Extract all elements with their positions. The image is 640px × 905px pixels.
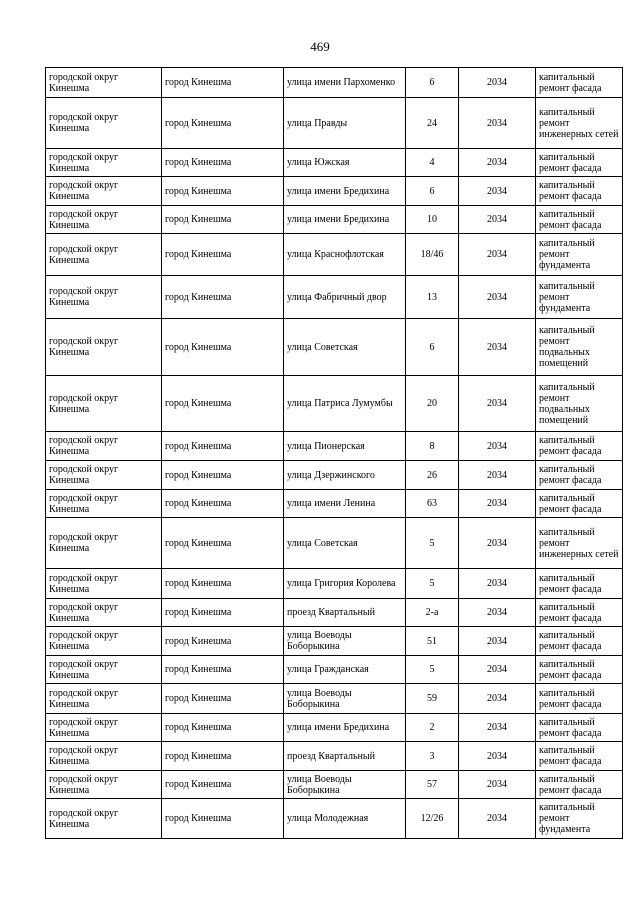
cell-municipality: городской округ Кинешма [46,461,162,490]
cell-street: улица имени Бредихина [284,206,406,234]
cell-year: 2034 [459,276,536,319]
cell-settlement: город Кинешма [162,98,284,149]
cell-settlement: город Кинешма [162,771,284,799]
cell-street: улица Советская [284,319,406,376]
table-row [46,149,623,177]
cell-work-type: капитальный ремонт фасада [536,206,623,234]
table-row [46,432,623,461]
cell-settlement: город Кинешма [162,569,284,599]
cell-street: улица имени Ленина [284,490,406,518]
cell-house: 13 [406,276,459,319]
cell-year: 2034 [459,599,536,627]
cell-street: улица Молодежная [284,799,406,839]
cell-work-type: капитальный ремонт фасада [536,68,623,98]
cell-street: улица Воеводы Боборыкина [284,684,406,714]
cell-year: 2034 [459,742,536,771]
cell-house: 18/46 [406,234,459,276]
cell-year: 2034 [459,490,536,518]
cell-municipality: городской округ Кинешма [46,432,162,461]
cell-settlement: город Кинешма [162,376,284,432]
cell-municipality: городской округ Кинешма [46,714,162,742]
cell-year: 2034 [459,656,536,684]
cell-street: улица Дзержинского [284,461,406,490]
cell-house: 5 [406,656,459,684]
housing-repair-table [45,67,623,839]
cell-work-type: капитальный ремонт инженерных сетей [536,98,623,149]
cell-house: 24 [406,98,459,149]
cell-municipality: городской округ Кинешма [46,799,162,839]
cell-settlement: город Кинешма [162,177,284,206]
cell-street: улица имени Бредихина [284,177,406,206]
cell-settlement: город Кинешма [162,319,284,376]
cell-municipality: городской округ Кинешма [46,599,162,627]
cell-settlement: город Кинешма [162,599,284,627]
page-number: 469 [310,39,330,54]
table-row [46,461,623,490]
cell-municipality: городской округ Кинешма [46,771,162,799]
table-row [46,656,623,684]
cell-house: 63 [406,490,459,518]
cell-municipality: городской округ Кинешма [46,206,162,234]
cell-work-type: капитальный ремонт фасада [536,149,623,177]
cell-year: 2034 [459,461,536,490]
cell-work-type: капитальный ремонт фасада [536,627,623,656]
cell-year: 2034 [459,177,536,206]
cell-house: 26 [406,461,459,490]
cell-work-type: капитальный ремонт инженерных сетей [536,518,623,569]
cell-municipality: городской округ Кинешма [46,177,162,206]
cell-settlement: город Кинешма [162,684,284,714]
cell-year: 2034 [459,518,536,569]
cell-settlement: город Кинешма [162,518,284,569]
table-row [46,518,623,569]
table-row [46,684,623,714]
cell-street: проезд Квартальный [284,742,406,771]
cell-municipality: городской округ Кинешма [46,234,162,276]
cell-municipality: городской округ Кинешма [46,276,162,319]
table-row [46,599,623,627]
cell-street: улица Краснофлотская [284,234,406,276]
cell-street: улица Южская [284,149,406,177]
cell-work-type: капитальный ремонт подвальных помещений [536,319,623,376]
cell-municipality: городской округ Кинешма [46,68,162,98]
cell-street: улица имени Бредихина [284,714,406,742]
cell-house: 12/26 [406,799,459,839]
cell-street: улица Григория Королева [284,569,406,599]
cell-settlement: город Кинешма [162,742,284,771]
cell-settlement: город Кинешма [162,799,284,839]
table-row [46,490,623,518]
cell-house: 10 [406,206,459,234]
cell-work-type: капитальный ремонт фасада [536,656,623,684]
cell-settlement: город Кинешма [162,234,284,276]
cell-house: 6 [406,319,459,376]
cell-house: 6 [406,177,459,206]
table-row [46,627,623,656]
cell-year: 2034 [459,627,536,656]
cell-municipality: городской округ Кинешма [46,518,162,569]
cell-house: 4 [406,149,459,177]
cell-work-type: капитальный ремонт фасада [536,490,623,518]
table-row [46,206,623,234]
table-row [46,376,623,432]
cell-year: 2034 [459,714,536,742]
cell-municipality: городской округ Кинешма [46,98,162,149]
cell-street: улица Патриса Лумумбы [284,376,406,432]
cell-street: улица Советская [284,518,406,569]
cell-house: 6 [406,68,459,98]
table-row [46,319,623,376]
table-row [46,799,623,839]
cell-municipality: городской округ Кинешма [46,319,162,376]
cell-settlement: город Кинешма [162,461,284,490]
table-row [46,234,623,276]
table-row [46,177,623,206]
cell-street: улица Воеводы Боборыкина [284,627,406,656]
cell-work-type: капитальный ремонт фасада [536,771,623,799]
cell-work-type: капитальный ремонт фасада [536,742,623,771]
cell-settlement: город Кинешма [162,656,284,684]
cell-house: 3 [406,742,459,771]
cell-municipality: городской округ Кинешма [46,149,162,177]
cell-street: улица Воеводы Боборыкина [284,771,406,799]
cell-work-type: капитальный ремонт фундамента [536,234,623,276]
cell-work-type: капитальный ремонт фасада [536,569,623,599]
cell-settlement: город Кинешма [162,490,284,518]
cell-street: улица Пионерская [284,432,406,461]
cell-settlement: город Кинешма [162,68,284,98]
cell-year: 2034 [459,569,536,599]
cell-year: 2034 [459,149,536,177]
cell-municipality: городской округ Кинешма [46,684,162,714]
cell-settlement: город Кинешма [162,206,284,234]
cell-settlement: город Кинешма [162,714,284,742]
table-body [46,68,623,839]
table-row [46,98,623,149]
cell-settlement: город Кинешма [162,627,284,656]
cell-street: проезд Квартальный [284,599,406,627]
cell-municipality: городской округ Кинешма [46,656,162,684]
cell-street: улица имени Пархоменко [284,68,406,98]
cell-settlement: город Кинешма [162,149,284,177]
cell-work-type: капитальный ремонт подвальных помещений [536,376,623,432]
cell-house: 5 [406,518,459,569]
cell-house: 2 [406,714,459,742]
cell-work-type: капитальный ремонт фасада [536,714,623,742]
cell-work-type: капитальный ремонт фундамента [536,799,623,839]
cell-work-type: капитальный ремонт фундамента [536,276,623,319]
cell-work-type: капитальный ремонт фасада [536,177,623,206]
cell-house: 5 [406,569,459,599]
cell-street: улица Фабричный двор [284,276,406,319]
cell-year: 2034 [459,432,536,461]
table-row [46,742,623,771]
table-row [46,569,623,599]
cell-street: улица Гражданская [284,656,406,684]
cell-house: 2-а [406,599,459,627]
cell-year: 2034 [459,234,536,276]
cell-year: 2034 [459,98,536,149]
cell-year: 2034 [459,68,536,98]
cell-house: 51 [406,627,459,656]
cell-municipality: городской округ Кинешма [46,376,162,432]
cell-year: 2034 [459,206,536,234]
cell-municipality: городской округ Кинешма [46,742,162,771]
cell-house: 8 [406,432,459,461]
cell-settlement: город Кинешма [162,276,284,319]
cell-year: 2034 [459,684,536,714]
cell-house: 59 [406,684,459,714]
cell-work-type: капитальный ремонт фасада [536,432,623,461]
cell-year: 2034 [459,771,536,799]
cell-municipality: городской округ Кинешма [46,627,162,656]
cell-work-type: капитальный ремонт фасада [536,684,623,714]
cell-house: 20 [406,376,459,432]
cell-work-type: капитальный ремонт фасада [536,599,623,627]
table-row [46,68,623,98]
cell-settlement: город Кинешма [162,432,284,461]
cell-house: 57 [406,771,459,799]
cell-street: улица Правды [284,98,406,149]
cell-year: 2034 [459,799,536,839]
cell-year: 2034 [459,319,536,376]
cell-municipality: городской округ Кинешма [46,490,162,518]
table-row [46,714,623,742]
cell-municipality: городской округ Кинешма [46,569,162,599]
cell-year: 2034 [459,376,536,432]
table-row [46,276,623,319]
table-row [46,771,623,799]
cell-work-type: капитальный ремонт фасада [536,461,623,490]
